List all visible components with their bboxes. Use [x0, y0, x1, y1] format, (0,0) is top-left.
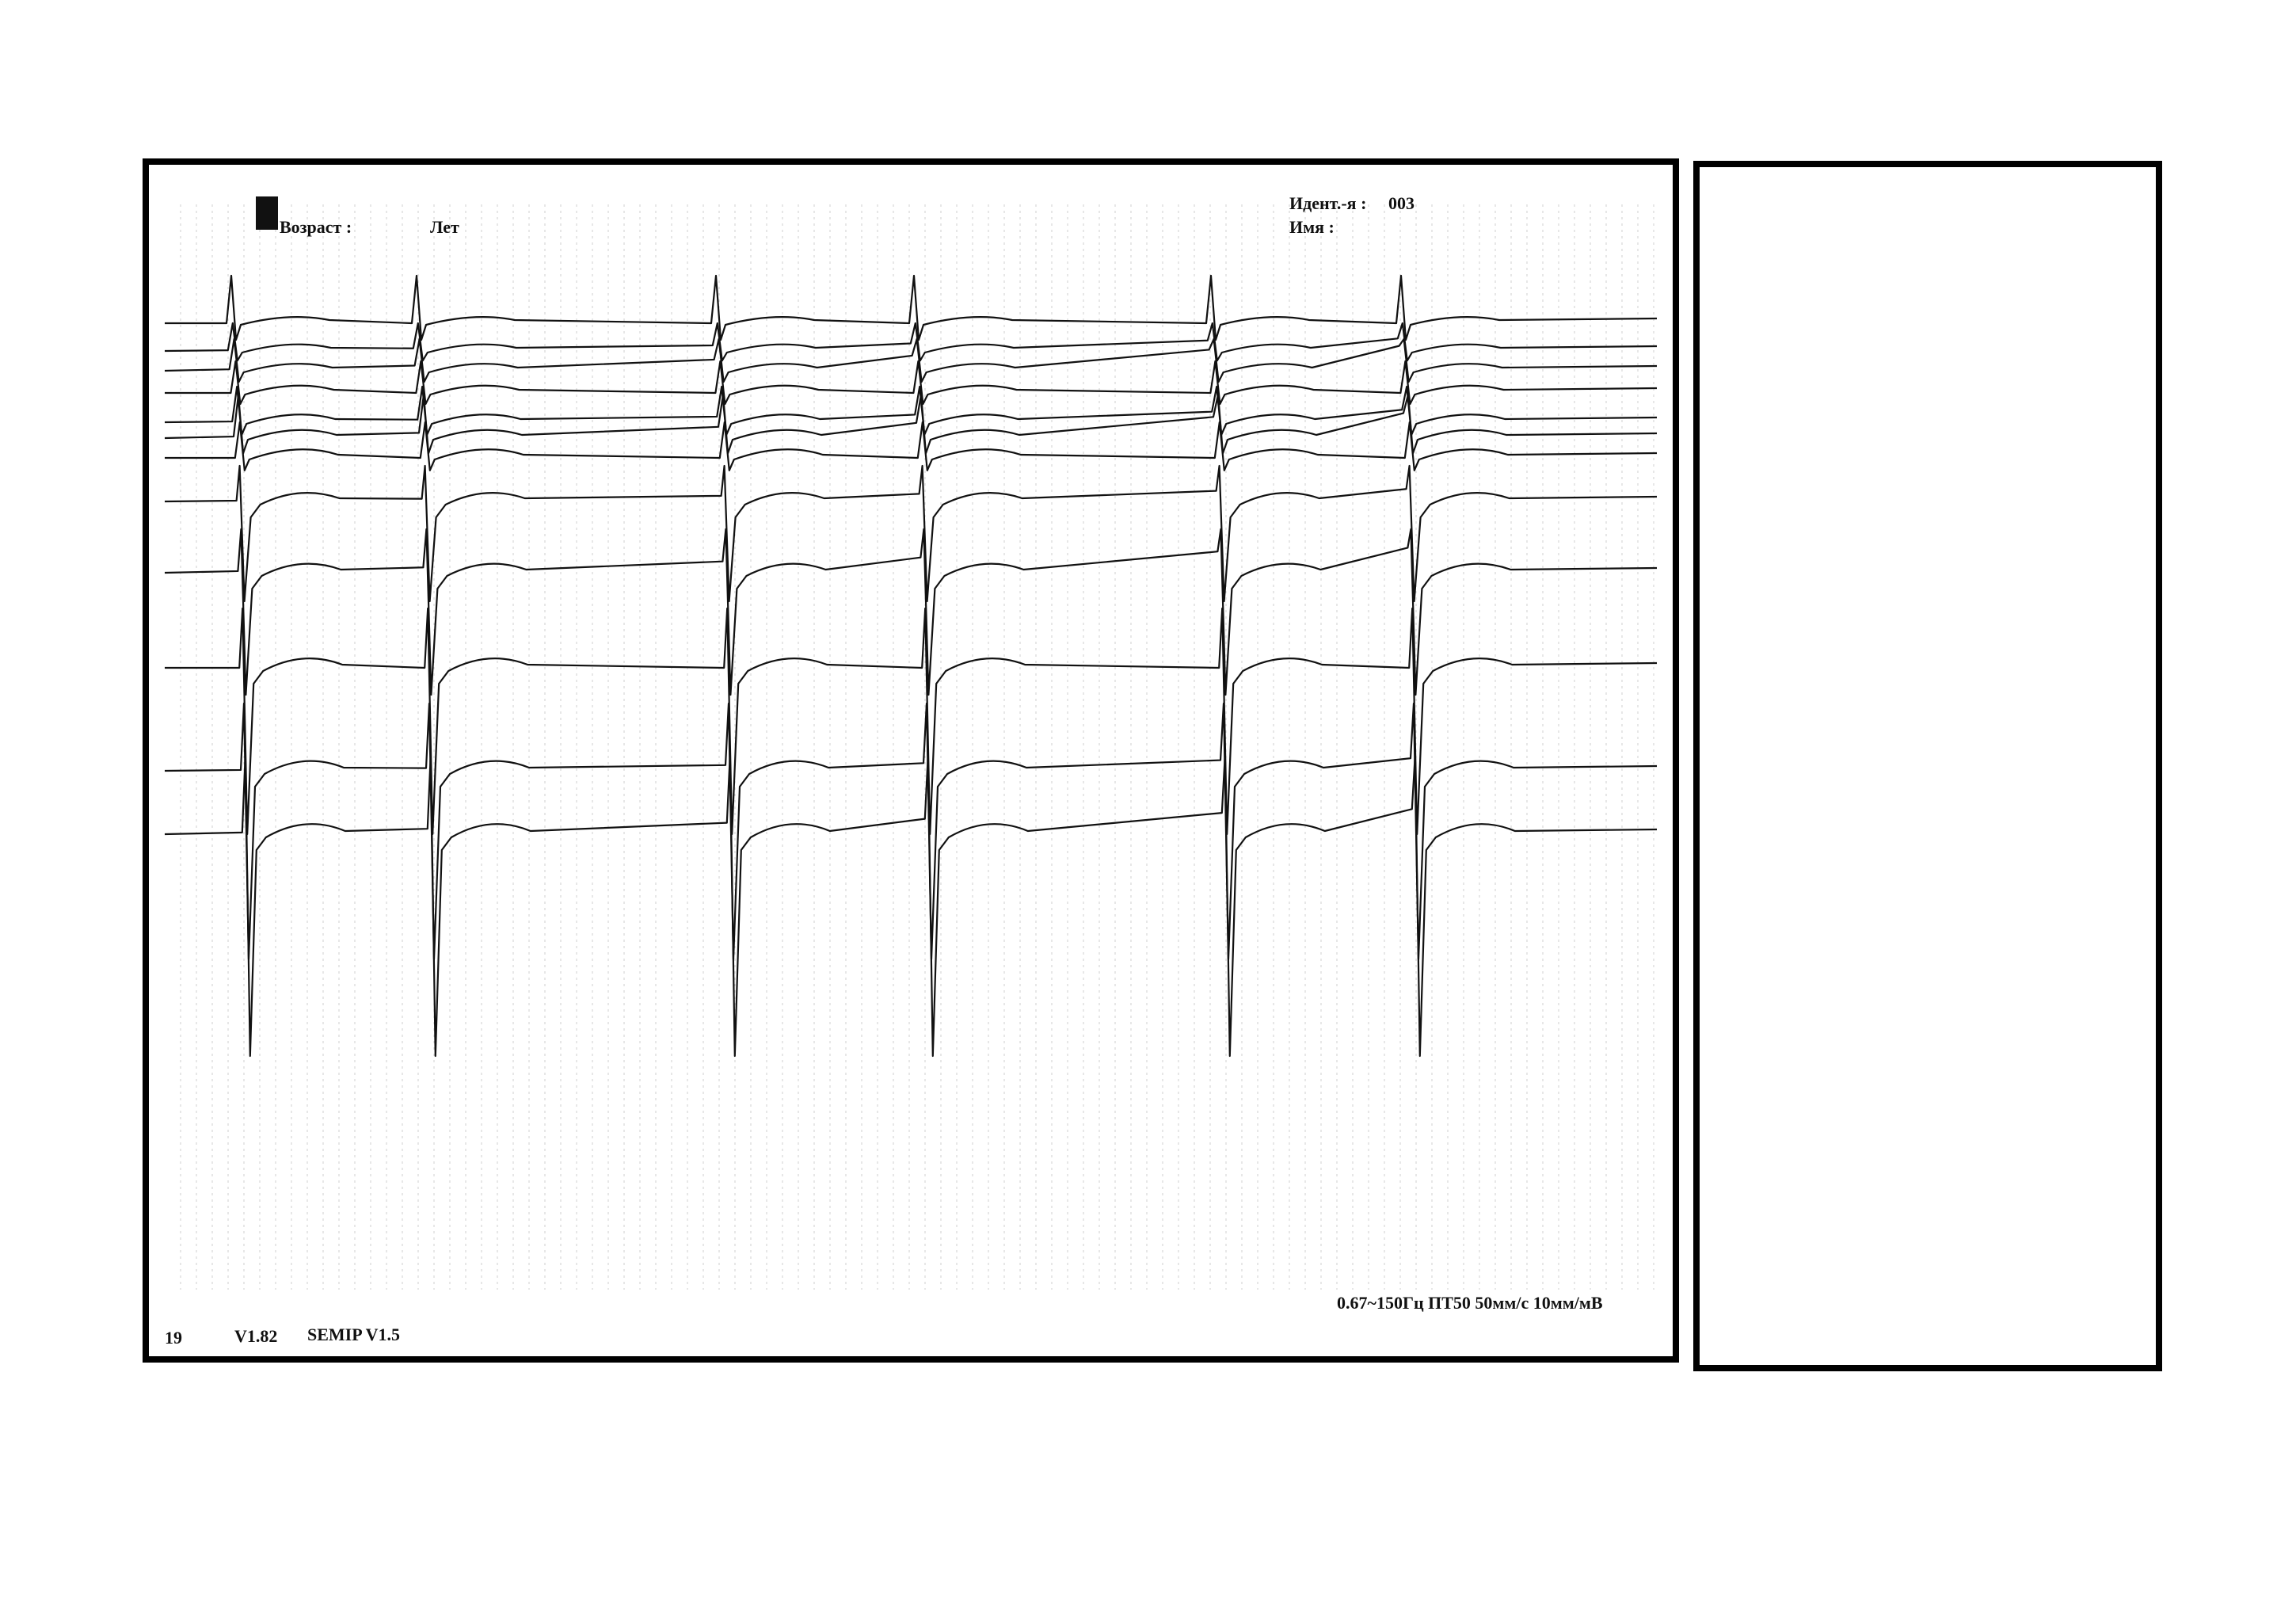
age-label: Возраст :: [280, 217, 352, 237]
id-label: Идент.-я :: [1289, 193, 1367, 213]
ecg-printout: [143, 158, 1679, 1363]
ecg-lead-trace: [165, 395, 1657, 453]
recording-settings: 0.67~150Гц ПТ50 50мм/с 10мм/мВ: [1337, 1293, 1603, 1313]
ecg-lead-trace: [165, 339, 1657, 382]
device-version: V1.82: [234, 1326, 278, 1346]
ecg-lead-trace: [165, 387, 1657, 435]
ecg-lead-trace: [165, 703, 1657, 959]
blank-panel: [1693, 161, 2162, 1371]
ecg-lead-trace: [165, 755, 1657, 1056]
page-number: 19: [165, 1328, 182, 1348]
ecg-lead-trace: [165, 608, 1657, 834]
software-version: SEMIP V1.5: [307, 1325, 400, 1344]
ecg-lead-trace: [165, 466, 1657, 601]
ecg-chart: [149, 165, 1673, 1356]
name-label: Имя :: [1289, 217, 1335, 237]
years-label: Лет: [430, 217, 459, 237]
print-marker: [256, 196, 278, 230]
ecg-lead-trace: [165, 422, 1657, 471]
id-value: 003: [1388, 193, 1415, 213]
ecg-lead-trace: [165, 276, 1657, 340]
